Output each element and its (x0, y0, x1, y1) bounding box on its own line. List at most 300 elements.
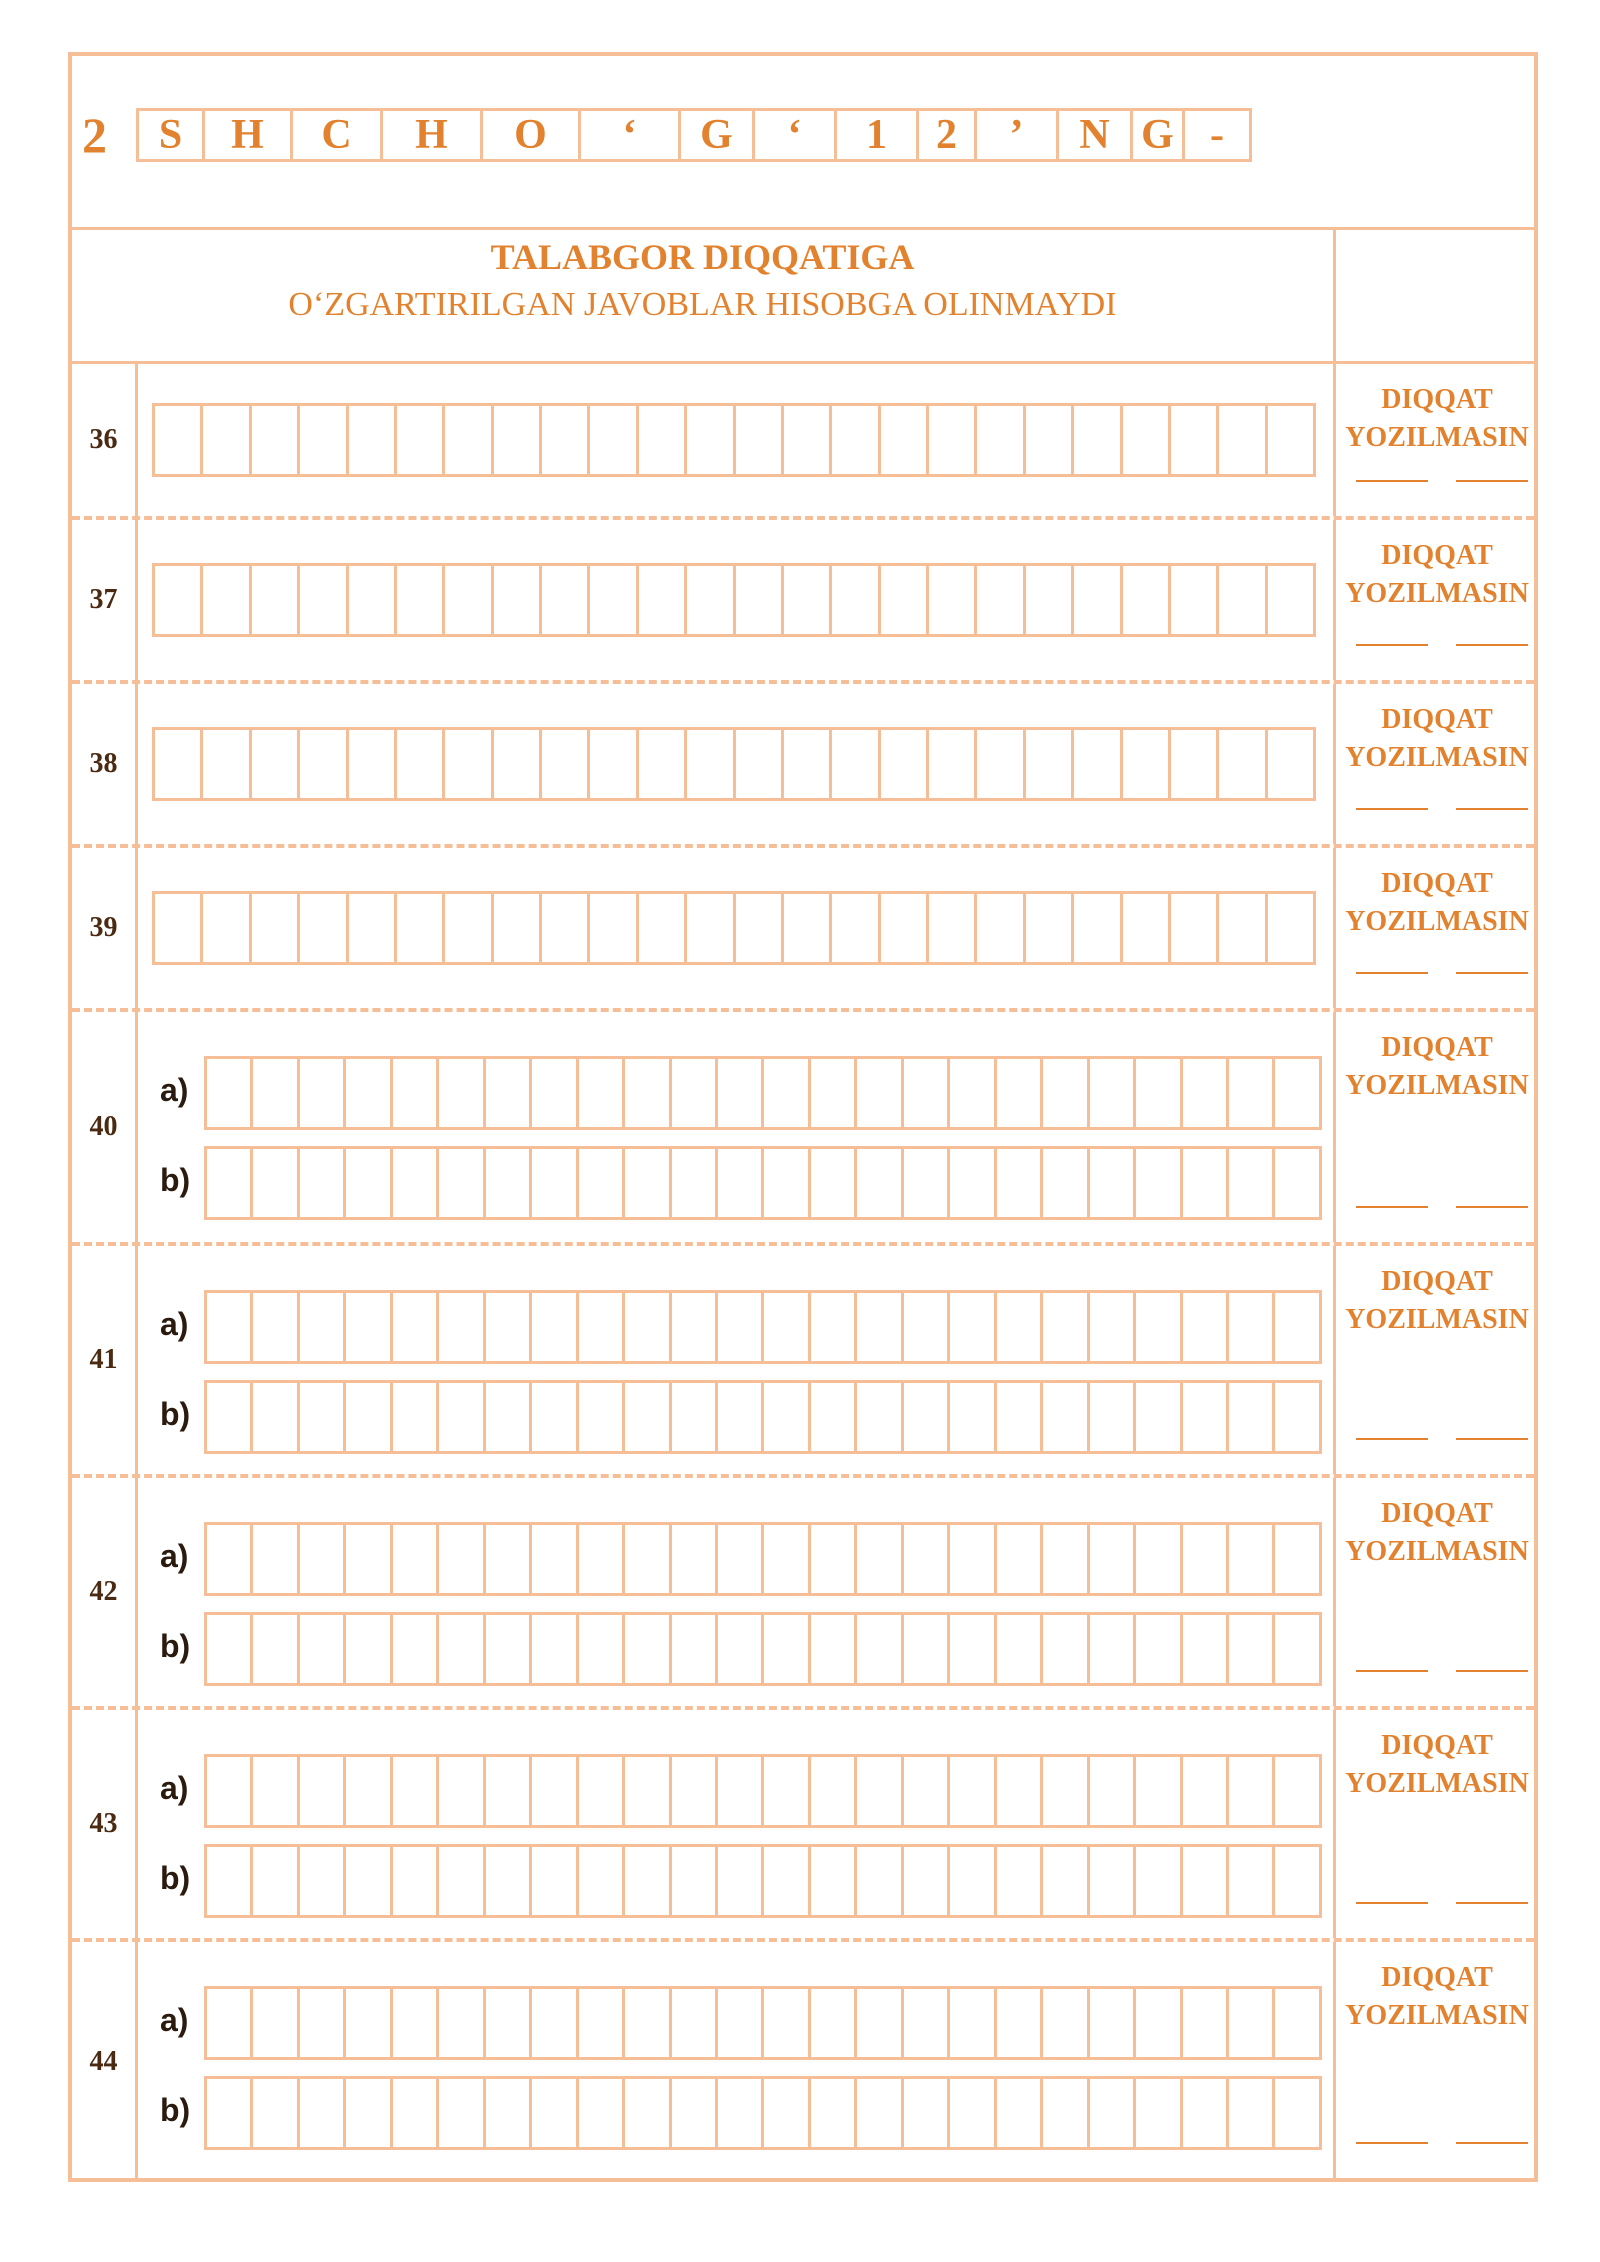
answer-cell[interactable] (904, 1059, 950, 1127)
answer-cell[interactable] (1229, 1615, 1275, 1683)
answer-cell[interactable] (590, 894, 638, 962)
answer-cell[interactable] (1136, 1059, 1182, 1127)
answer-cell[interactable] (346, 1293, 392, 1361)
answer-cell[interactable] (764, 1757, 810, 1825)
answer-cell[interactable] (393, 1989, 439, 2057)
answer-cell[interactable] (1123, 406, 1171, 474)
answer-cell[interactable] (1229, 1149, 1275, 1217)
answer-cell[interactable] (300, 1525, 346, 1593)
answer-cell[interactable] (253, 1847, 299, 1915)
answer-cell[interactable] (300, 2079, 346, 2147)
answer-cell[interactable] (349, 730, 397, 798)
answer-cell[interactable] (203, 730, 251, 798)
answer-cell[interactable] (300, 730, 348, 798)
answer-cell[interactable] (300, 1293, 346, 1361)
answer-cell[interactable] (857, 1525, 903, 1593)
answer-cell[interactable] (532, 2079, 578, 2147)
answer-cell[interactable] (532, 1149, 578, 1217)
answer-cell[interactable] (346, 1847, 392, 1915)
answer-cell[interactable] (1123, 566, 1171, 634)
answer-cell[interactable] (393, 1847, 439, 1915)
answer-cell[interactable] (997, 1525, 1043, 1593)
answer-cell[interactable] (1229, 1059, 1275, 1127)
answer-cell[interactable] (1074, 406, 1122, 474)
answer-cell[interactable] (997, 1059, 1043, 1127)
answer-cell[interactable] (542, 406, 590, 474)
answer-cell[interactable] (203, 566, 251, 634)
answer-cell[interactable] (253, 1149, 299, 1217)
answer-cell[interactable] (203, 894, 251, 962)
answer-cell[interactable] (207, 1293, 253, 1361)
answer-cell[interactable] (1043, 1293, 1089, 1361)
answer-cell[interactable] (1229, 1847, 1275, 1915)
answer-cell[interactable] (784, 566, 832, 634)
answer-cell[interactable] (672, 1615, 718, 1683)
answer-cell[interactable] (1043, 1615, 1089, 1683)
answer-cell[interactable] (1183, 1615, 1229, 1683)
answer-cell[interactable] (764, 1615, 810, 1683)
answer-cell[interactable] (625, 1293, 671, 1361)
answer-cell[interactable] (977, 730, 1025, 798)
answer-cell[interactable] (1275, 1383, 1318, 1451)
answer-cell[interactable] (736, 730, 784, 798)
answer-cell[interactable] (764, 1989, 810, 2057)
answer-cell[interactable] (950, 1383, 996, 1451)
answer-cell[interactable] (1074, 730, 1122, 798)
answer-cell[interactable] (718, 1059, 764, 1127)
answer-cell[interactable] (857, 1293, 903, 1361)
answer-cell[interactable] (764, 2079, 810, 2147)
answer-cell[interactable] (579, 2079, 625, 2147)
answer-cell[interactable] (950, 1615, 996, 1683)
answer-cell[interactable] (207, 1383, 253, 1451)
answer-cell[interactable] (718, 2079, 764, 2147)
answer-cell[interactable] (445, 730, 493, 798)
answer-cell[interactable] (1136, 1525, 1182, 1593)
answer-cell[interactable] (764, 1847, 810, 1915)
answer-cell[interactable] (1229, 2079, 1275, 2147)
answer-cell[interactable] (1229, 1383, 1275, 1451)
answer-cell[interactable] (207, 1989, 253, 2057)
answer-cell[interactable] (542, 894, 590, 962)
answer-cell[interactable] (439, 2079, 485, 2147)
answer-cell[interactable] (625, 1383, 671, 1451)
answer-cell[interactable] (950, 2079, 996, 2147)
answer-cell[interactable] (579, 1149, 625, 1217)
answer-cell[interactable] (904, 1383, 950, 1451)
answer-cell[interactable] (253, 1525, 299, 1593)
answer-cell[interactable] (439, 1293, 485, 1361)
answer-cell[interactable] (579, 1757, 625, 1825)
answer-cell[interactable] (950, 1757, 996, 1825)
answer-cell[interactable] (155, 566, 203, 634)
answer-cell[interactable] (718, 1525, 764, 1593)
answer-cell[interactable] (950, 1149, 996, 1217)
answer-cell[interactable] (1090, 1757, 1136, 1825)
answer-cell[interactable] (1268, 730, 1313, 798)
answer-cell[interactable] (639, 894, 687, 962)
answer-cell[interactable] (904, 1847, 950, 1915)
answer-cell[interactable] (393, 1149, 439, 1217)
answer-cell[interactable] (1090, 1149, 1136, 1217)
answer-cell[interactable] (1275, 1757, 1318, 1825)
answer-cell[interactable] (625, 1757, 671, 1825)
answer-cell[interactable] (1043, 1847, 1089, 1915)
answer-cell[interactable] (203, 406, 251, 474)
answer-cell[interactable] (1090, 1989, 1136, 2057)
answer-cell[interactable] (207, 2079, 253, 2147)
answer-cell[interactable] (625, 1059, 671, 1127)
answer-cell[interactable] (253, 1989, 299, 2057)
answer-cell[interactable] (1026, 566, 1074, 634)
answer-cell[interactable] (811, 1293, 857, 1361)
answer-cell[interactable] (832, 406, 880, 474)
answer-cell[interactable] (486, 1059, 532, 1127)
answer-cell[interactable] (445, 406, 493, 474)
answer-cell[interactable] (672, 1525, 718, 1593)
answer-cell[interactable] (1171, 566, 1219, 634)
answer-cell[interactable] (1229, 1525, 1275, 1593)
answer-cell[interactable] (346, 1757, 392, 1825)
answer-cell[interactable] (718, 1149, 764, 1217)
answer-cell[interactable] (393, 1059, 439, 1127)
answer-cell[interactable] (904, 1757, 950, 1825)
answer-cell[interactable] (718, 1383, 764, 1451)
answer-cell[interactable] (784, 730, 832, 798)
answer-cell[interactable] (625, 2079, 671, 2147)
answer-cell[interactable] (1043, 2079, 1089, 2147)
answer-cell[interactable] (672, 1059, 718, 1127)
answer-cell[interactable] (346, 2079, 392, 2147)
answer-cell[interactable] (1123, 894, 1171, 962)
answer-cell[interactable] (1183, 1383, 1229, 1451)
answer-cell[interactable] (300, 894, 348, 962)
answer-cell[interactable] (1275, 1525, 1318, 1593)
answer-cell[interactable] (1171, 406, 1219, 474)
answer-cell[interactable] (1275, 1847, 1318, 1915)
answer-cell[interactable] (881, 894, 929, 962)
answer-cell[interactable] (1136, 1847, 1182, 1915)
answer-cell[interactable] (1275, 1615, 1318, 1683)
answer-cell[interactable] (346, 1059, 392, 1127)
answer-cell[interactable] (1183, 1989, 1229, 2057)
answer-cell[interactable] (207, 1847, 253, 1915)
answer-cell[interactable] (811, 1847, 857, 1915)
answer-cell[interactable] (397, 894, 445, 962)
answer-cell[interactable] (1229, 1989, 1275, 2057)
answer-cell[interactable] (736, 406, 784, 474)
answer-cell[interactable] (439, 1383, 485, 1451)
answer-cell[interactable] (494, 894, 542, 962)
answer-cell[interactable] (1090, 1525, 1136, 1593)
answer-cell[interactable] (977, 894, 1025, 962)
answer-cell[interactable] (439, 1757, 485, 1825)
answer-cell[interactable] (1136, 2079, 1182, 2147)
answer-cell[interactable] (579, 1383, 625, 1451)
answer-cell[interactable] (590, 566, 638, 634)
answer-cell[interactable] (300, 1757, 346, 1825)
answer-cell[interactable] (811, 2079, 857, 2147)
answer-cell[interactable] (1090, 1059, 1136, 1127)
answer-cell[interactable] (950, 1989, 996, 2057)
answer-cell[interactable] (784, 406, 832, 474)
answer-cell[interactable] (1136, 1383, 1182, 1451)
answer-cell[interactable] (253, 1757, 299, 1825)
answer-cell[interactable] (736, 894, 784, 962)
answer-cell[interactable] (1090, 1615, 1136, 1683)
answer-cell[interactable] (929, 894, 977, 962)
answer-cell[interactable] (904, 1989, 950, 2057)
answer-cell[interactable] (1183, 2079, 1229, 2147)
answer-cell[interactable] (929, 730, 977, 798)
answer-cell[interactable] (764, 1293, 810, 1361)
answer-cell[interactable] (439, 1989, 485, 2057)
answer-cell[interactable] (1219, 566, 1267, 634)
answer-cell[interactable] (1136, 1757, 1182, 1825)
answer-cell[interactable] (1136, 1615, 1182, 1683)
answer-cell[interactable] (784, 894, 832, 962)
answer-cell[interactable] (1090, 2079, 1136, 2147)
answer-cell[interactable] (349, 406, 397, 474)
answer-cell[interactable] (439, 1615, 485, 1683)
answer-cell[interactable] (532, 1615, 578, 1683)
answer-cell[interactable] (1074, 566, 1122, 634)
answer-cell[interactable] (1026, 894, 1074, 962)
answer-cell[interactable] (346, 1149, 392, 1217)
answer-cell[interactable] (687, 730, 735, 798)
answer-cell[interactable] (811, 1383, 857, 1451)
answer-cell[interactable] (532, 1757, 578, 1825)
answer-cell[interactable] (687, 894, 735, 962)
answer-cell[interactable] (486, 2079, 532, 2147)
answer-cell[interactable] (252, 566, 300, 634)
answer-cell[interactable] (857, 1149, 903, 1217)
answer-cell[interactable] (1123, 730, 1171, 798)
answer-cell[interactable] (881, 566, 929, 634)
answer-cell[interactable] (904, 1293, 950, 1361)
answer-cell[interactable] (687, 406, 735, 474)
answer-cell[interactable] (1136, 1149, 1182, 1217)
answer-cell[interactable] (397, 566, 445, 634)
answer-cell[interactable] (718, 1293, 764, 1361)
answer-cell[interactable] (625, 1989, 671, 2057)
answer-cell[interactable] (857, 1615, 903, 1683)
answer-cell[interactable] (253, 1383, 299, 1451)
answer-cell[interactable] (579, 1989, 625, 2057)
answer-cell[interactable] (625, 1615, 671, 1683)
answer-cell[interactable] (542, 566, 590, 634)
answer-cell[interactable] (1043, 1383, 1089, 1451)
answer-cell[interactable] (1268, 406, 1313, 474)
answer-cell[interactable] (904, 1525, 950, 1593)
answer-cell[interactable] (1275, 1149, 1318, 1217)
answer-cell[interactable] (639, 406, 687, 474)
answer-cell[interactable] (997, 1293, 1043, 1361)
answer-cell[interactable] (625, 1525, 671, 1593)
answer-cell[interactable] (857, 1383, 903, 1451)
answer-cell[interactable] (1090, 1847, 1136, 1915)
answer-cell[interactable] (252, 730, 300, 798)
answer-cell[interactable] (857, 1757, 903, 1825)
answer-cell[interactable] (494, 566, 542, 634)
answer-cell[interactable] (590, 406, 638, 474)
answer-cell[interactable] (857, 2079, 903, 2147)
answer-cell[interactable] (997, 1383, 1043, 1451)
answer-cell[interactable] (494, 406, 542, 474)
answer-cell[interactable] (811, 1757, 857, 1825)
answer-cell[interactable] (811, 1989, 857, 2057)
answer-cell[interactable] (532, 1525, 578, 1593)
answer-cell[interactable] (1183, 1847, 1229, 1915)
answer-cell[interactable] (1229, 1757, 1275, 1825)
answer-cell[interactable] (1183, 1059, 1229, 1127)
answer-cell[interactable] (155, 894, 203, 962)
answer-cell[interactable] (832, 566, 880, 634)
answer-cell[interactable] (977, 566, 1025, 634)
answer-cell[interactable] (997, 1847, 1043, 1915)
answer-cell[interactable] (1090, 1293, 1136, 1361)
answer-cell[interactable] (687, 566, 735, 634)
answer-cell[interactable] (579, 1615, 625, 1683)
answer-cell[interactable] (950, 1525, 996, 1593)
answer-cell[interactable] (1219, 406, 1267, 474)
answer-cell[interactable] (346, 1525, 392, 1593)
answer-cell[interactable] (764, 1059, 810, 1127)
answer-cell[interactable] (439, 1149, 485, 1217)
answer-cell[interactable] (1026, 406, 1074, 474)
answer-cell[interactable] (253, 1293, 299, 1361)
answer-cell[interactable] (718, 1615, 764, 1683)
answer-cell[interactable] (718, 1847, 764, 1915)
answer-cell[interactable] (393, 1293, 439, 1361)
answer-cell[interactable] (1275, 2079, 1318, 2147)
answer-cell[interactable] (904, 1615, 950, 1683)
answer-cell[interactable] (207, 1059, 253, 1127)
answer-cell[interactable] (977, 406, 1025, 474)
answer-cell[interactable] (494, 730, 542, 798)
answer-cell[interactable] (672, 1989, 718, 2057)
answer-cell[interactable] (207, 1757, 253, 1825)
answer-cell[interactable] (393, 2079, 439, 2147)
answer-cell[interactable] (486, 1293, 532, 1361)
answer-cell[interactable] (486, 1525, 532, 1593)
answer-cell[interactable] (997, 2079, 1043, 2147)
answer-cell[interactable] (832, 730, 880, 798)
answer-cell[interactable] (252, 894, 300, 962)
answer-cell[interactable] (155, 406, 203, 474)
answer-cell[interactable] (881, 730, 929, 798)
answer-cell[interactable] (672, 1149, 718, 1217)
answer-cell[interactable] (881, 406, 929, 474)
answer-cell[interactable] (718, 1989, 764, 2057)
answer-cell[interactable] (1275, 1059, 1318, 1127)
answer-cell[interactable] (253, 1059, 299, 1127)
answer-cell[interactable] (486, 1383, 532, 1451)
answer-cell[interactable] (439, 1059, 485, 1127)
answer-cell[interactable] (929, 406, 977, 474)
answer-cell[interactable] (672, 1383, 718, 1451)
answer-cell[interactable] (718, 1757, 764, 1825)
answer-cell[interactable] (811, 1149, 857, 1217)
answer-cell[interactable] (1183, 1757, 1229, 1825)
answer-cell[interactable] (300, 406, 348, 474)
answer-cell[interactable] (764, 1149, 810, 1217)
answer-cell[interactable] (155, 730, 203, 798)
answer-cell[interactable] (997, 1989, 1043, 2057)
answer-cell[interactable] (393, 1383, 439, 1451)
answer-cell[interactable] (639, 566, 687, 634)
answer-cell[interactable] (904, 1149, 950, 1217)
answer-cell[interactable] (1219, 730, 1267, 798)
answer-cell[interactable] (346, 1989, 392, 2057)
answer-cell[interactable] (542, 730, 590, 798)
answer-cell[interactable] (1171, 894, 1219, 962)
answer-cell[interactable] (439, 1847, 485, 1915)
answer-cell[interactable] (393, 1757, 439, 1825)
answer-cell[interactable] (857, 1059, 903, 1127)
answer-cell[interactable] (439, 1525, 485, 1593)
answer-cell[interactable] (639, 730, 687, 798)
answer-cell[interactable] (904, 2079, 950, 2147)
answer-cell[interactable] (857, 1989, 903, 2057)
answer-cell[interactable] (1229, 1293, 1275, 1361)
answer-cell[interactable] (300, 1059, 346, 1127)
answer-cell[interactable] (1171, 730, 1219, 798)
answer-cell[interactable] (207, 1525, 253, 1593)
answer-cell[interactable] (397, 406, 445, 474)
answer-cell[interactable] (929, 566, 977, 634)
answer-cell[interactable] (579, 1847, 625, 1915)
answer-cell[interactable] (1090, 1383, 1136, 1451)
answer-cell[interactable] (1268, 566, 1313, 634)
answer-cell[interactable] (397, 730, 445, 798)
answer-cell[interactable] (997, 1615, 1043, 1683)
answer-cell[interactable] (579, 1293, 625, 1361)
answer-cell[interactable] (579, 1525, 625, 1593)
answer-cell[interactable] (1183, 1149, 1229, 1217)
answer-cell[interactable] (253, 1615, 299, 1683)
answer-cell[interactable] (811, 1615, 857, 1683)
answer-cell[interactable] (486, 1615, 532, 1683)
answer-cell[interactable] (1136, 1293, 1182, 1361)
answer-cell[interactable] (445, 894, 493, 962)
answer-cell[interactable] (672, 1293, 718, 1361)
answer-cell[interactable] (346, 1615, 392, 1683)
answer-cell[interactable] (1275, 1989, 1318, 2057)
answer-cell[interactable] (486, 1847, 532, 1915)
answer-cell[interactable] (349, 894, 397, 962)
answer-cell[interactable] (1074, 894, 1122, 962)
answer-cell[interactable] (672, 2079, 718, 2147)
answer-cell[interactable] (1043, 1059, 1089, 1127)
answer-cell[interactable] (486, 1989, 532, 2057)
answer-cell[interactable] (950, 1293, 996, 1361)
answer-cell[interactable] (300, 1149, 346, 1217)
answer-cell[interactable] (207, 1615, 253, 1683)
answer-cell[interactable] (764, 1525, 810, 1593)
answer-cell[interactable] (486, 1757, 532, 1825)
answer-cell[interactable] (532, 1847, 578, 1915)
answer-cell[interactable] (445, 566, 493, 634)
answer-cell[interactable] (300, 1383, 346, 1451)
answer-cell[interactable] (764, 1383, 810, 1451)
answer-cell[interactable] (625, 1847, 671, 1915)
answer-cell[interactable] (1043, 1149, 1089, 1217)
answer-cell[interactable] (1043, 1757, 1089, 1825)
answer-cell[interactable] (532, 1383, 578, 1451)
answer-cell[interactable] (672, 1757, 718, 1825)
answer-cell[interactable] (532, 1293, 578, 1361)
